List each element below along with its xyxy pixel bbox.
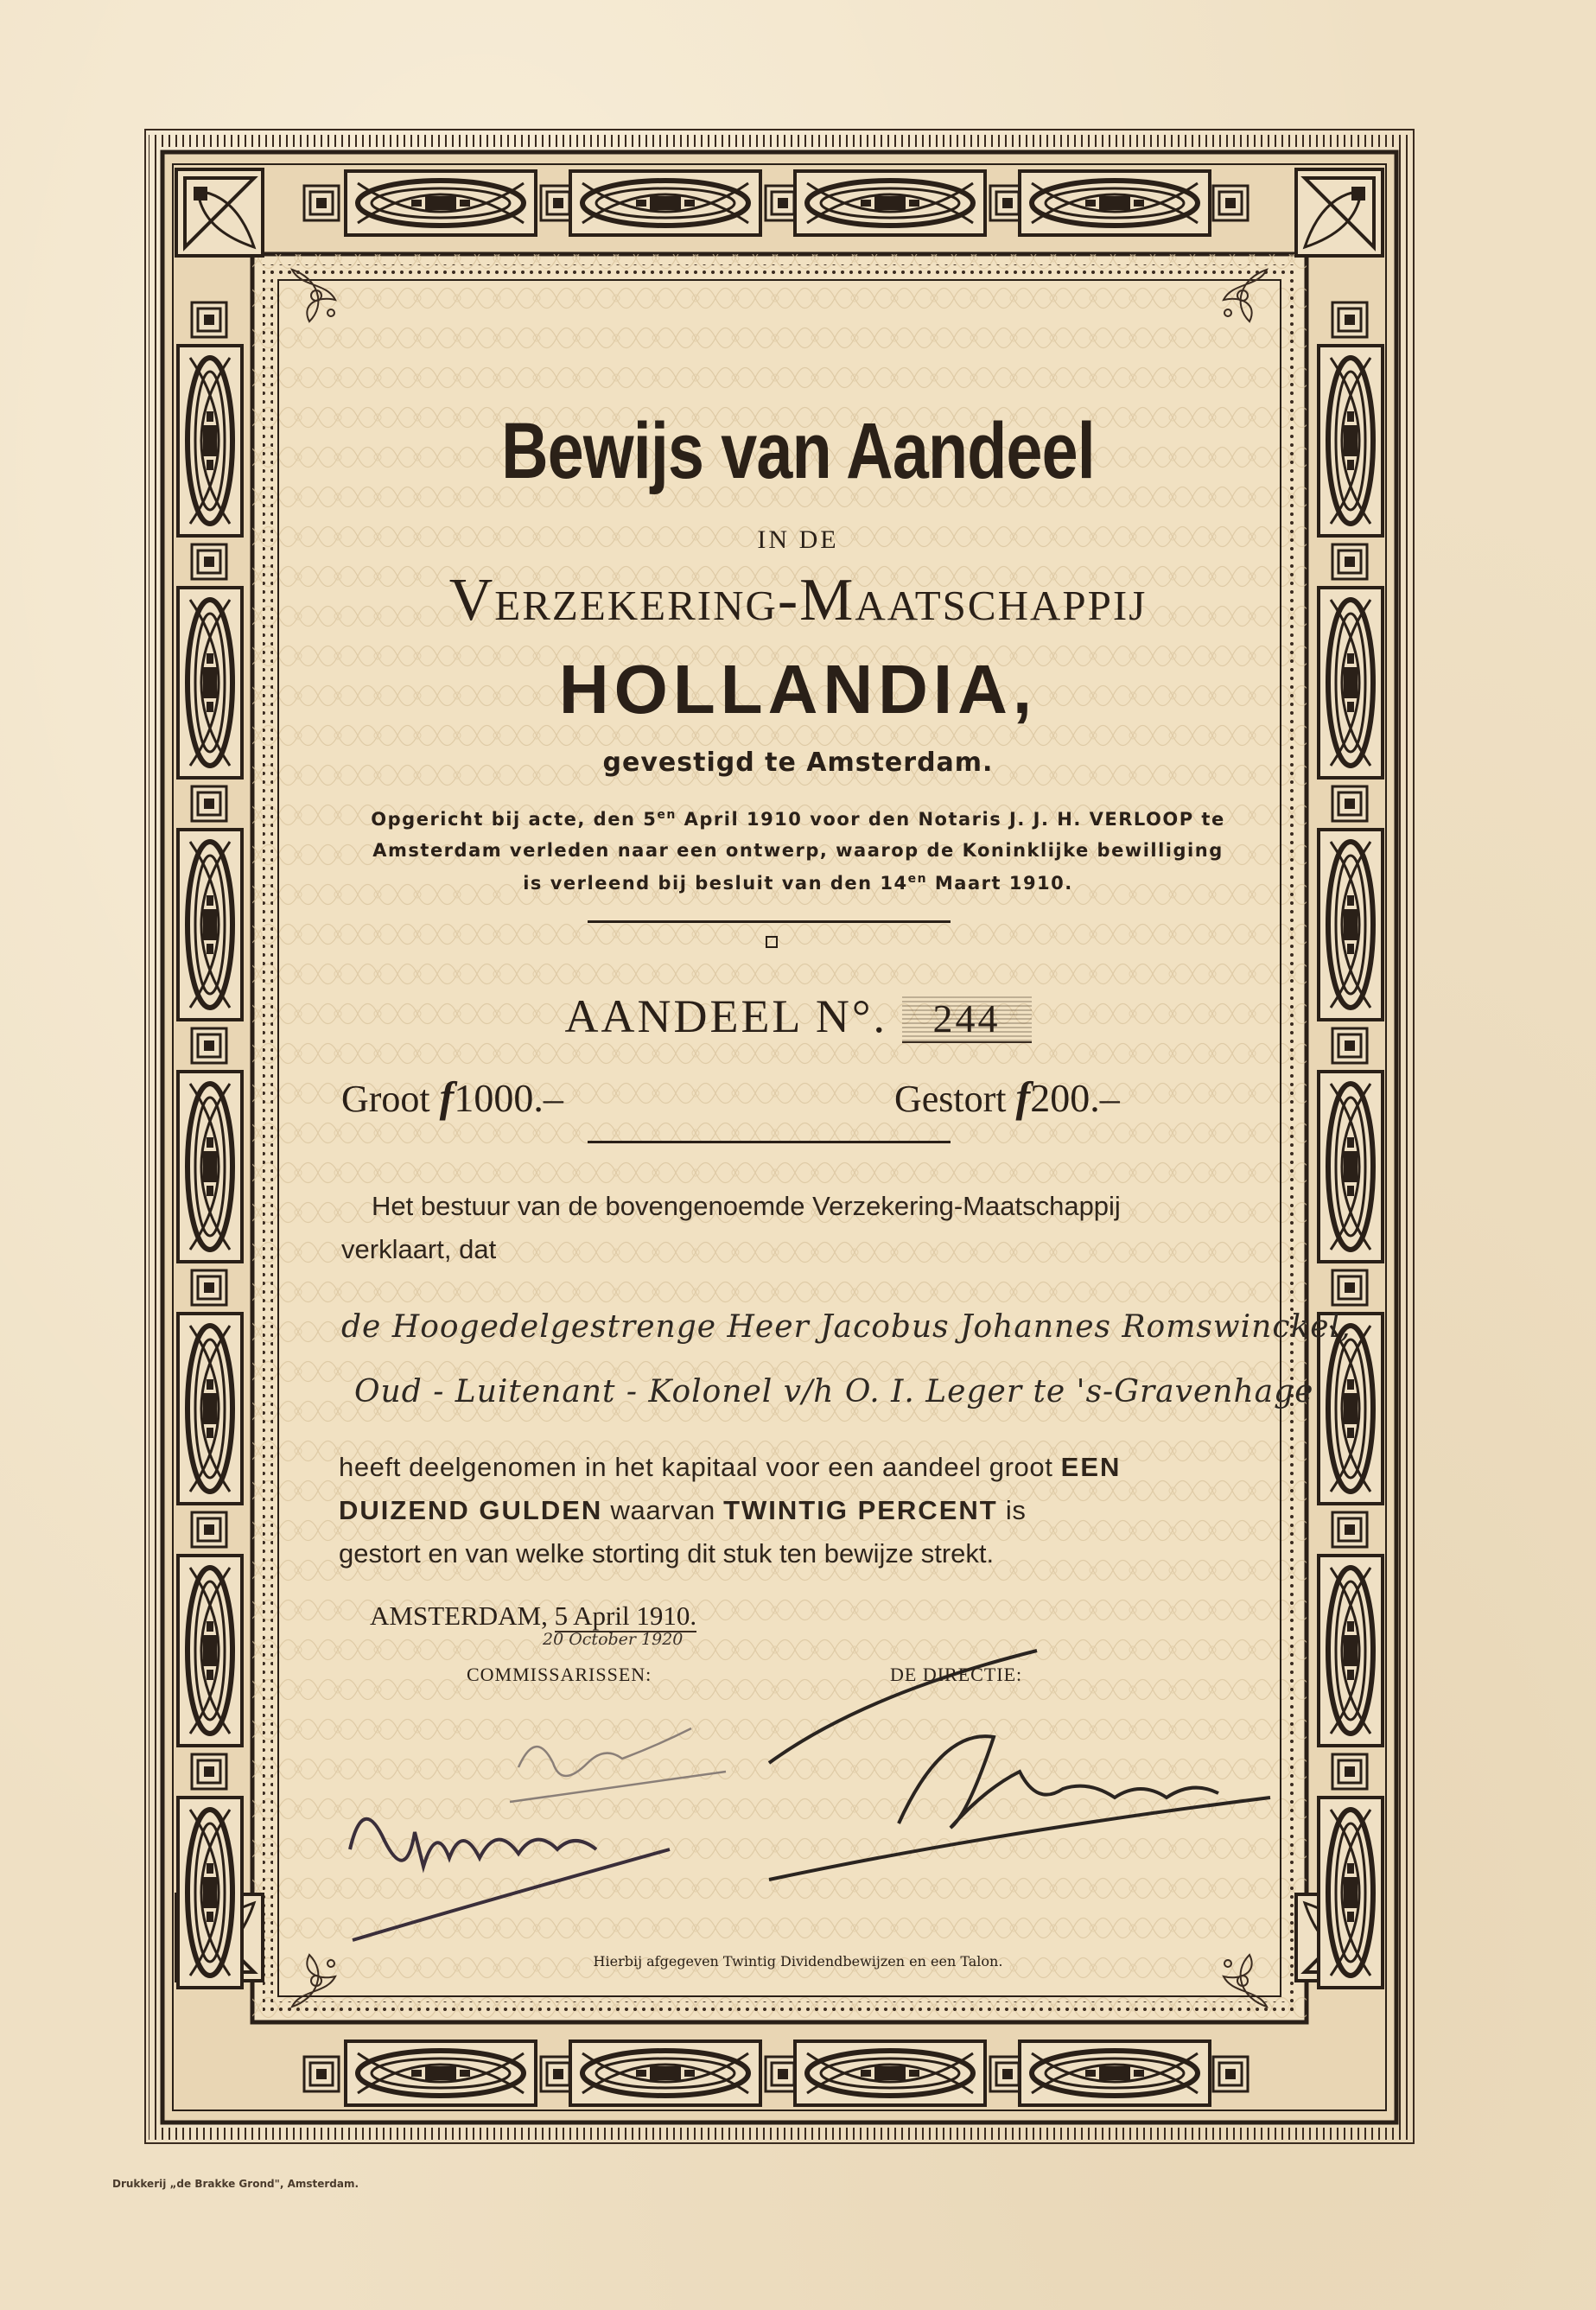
legal-line-1: Opgericht bij acte, den $5^{en}$ April 1910 voor den Notaris J. J. H. VERLOOP te (371, 808, 1225, 830)
holder-name: de Hoogedelgestrenge Heer Jacobus Johannes Romswinckel, (341, 1309, 1351, 1345)
commissioners-label: COMMISSARISSEN: (467, 1664, 652, 1685)
body-line-3: heeft deelgenomen in het kapitaal voor een aandeel groot EEN (339, 1452, 1122, 1482)
share-number-line: AANDEEL N°. 244 (0, 990, 1596, 1043)
company-type: Verzekering-Maatschappij (448, 567, 1148, 633)
certificate-title: Bewijs van Aandeel (501, 407, 1095, 495)
florin-sign: f (1015, 1072, 1031, 1121)
divider-rule (588, 920, 951, 923)
place-date: AMSTERDAM, 5 April 1910. (370, 1600, 697, 1631)
talon-note: Hierbij afgegeven Twintig Dividendbewijzen en een Talon. (593, 1953, 1003, 1970)
share-number: 244 (902, 996, 1032, 1043)
handwritten-date: 20 October 1920 (543, 1630, 684, 1649)
in-de-label: IN DE (757, 525, 839, 554)
body-line-4: DUIZEND GULDEN waarvan TWINTIG PERCENT is (339, 1495, 1027, 1525)
paid-value: Gestort f200.– (894, 1072, 1120, 1121)
legal-line-2: Amsterdam verleden naar een ontwerp, waarop de Koninklijke bewilliging (372, 840, 1224, 861)
nominal-value: Groot f1000.– (341, 1072, 563, 1121)
legal-line-3: is verleend bij besluit van den $14^{en}$ Maart 1910. (523, 872, 1073, 894)
divider-rule-2 (588, 1141, 951, 1143)
body-line-2: verklaart, dat (341, 1234, 497, 1264)
printer-imprint: Drukkerij „de Brakke Grond", Amsterdam. (112, 2178, 359, 2190)
divider-ornament (766, 936, 778, 948)
florin-sign: f (439, 1072, 455, 1121)
body-line-5: gestort en van welke storting dit stuk ten bewijze strekt. (339, 1538, 995, 1569)
company-name: HOLLANDIA, (558, 651, 1038, 728)
directors-label: DE DIRECTIE: (890, 1664, 1023, 1685)
company-seat: gevestigd te Amsterdam. (602, 748, 994, 778)
holder-title: Oud - Luitenant - Kolonel v/h O. I. Leger te 's-Gravenhage (354, 1374, 1314, 1410)
body-line-1: Het bestuur van de bovengenoemde Verzekering-Maatschappij (372, 1191, 1121, 1221)
